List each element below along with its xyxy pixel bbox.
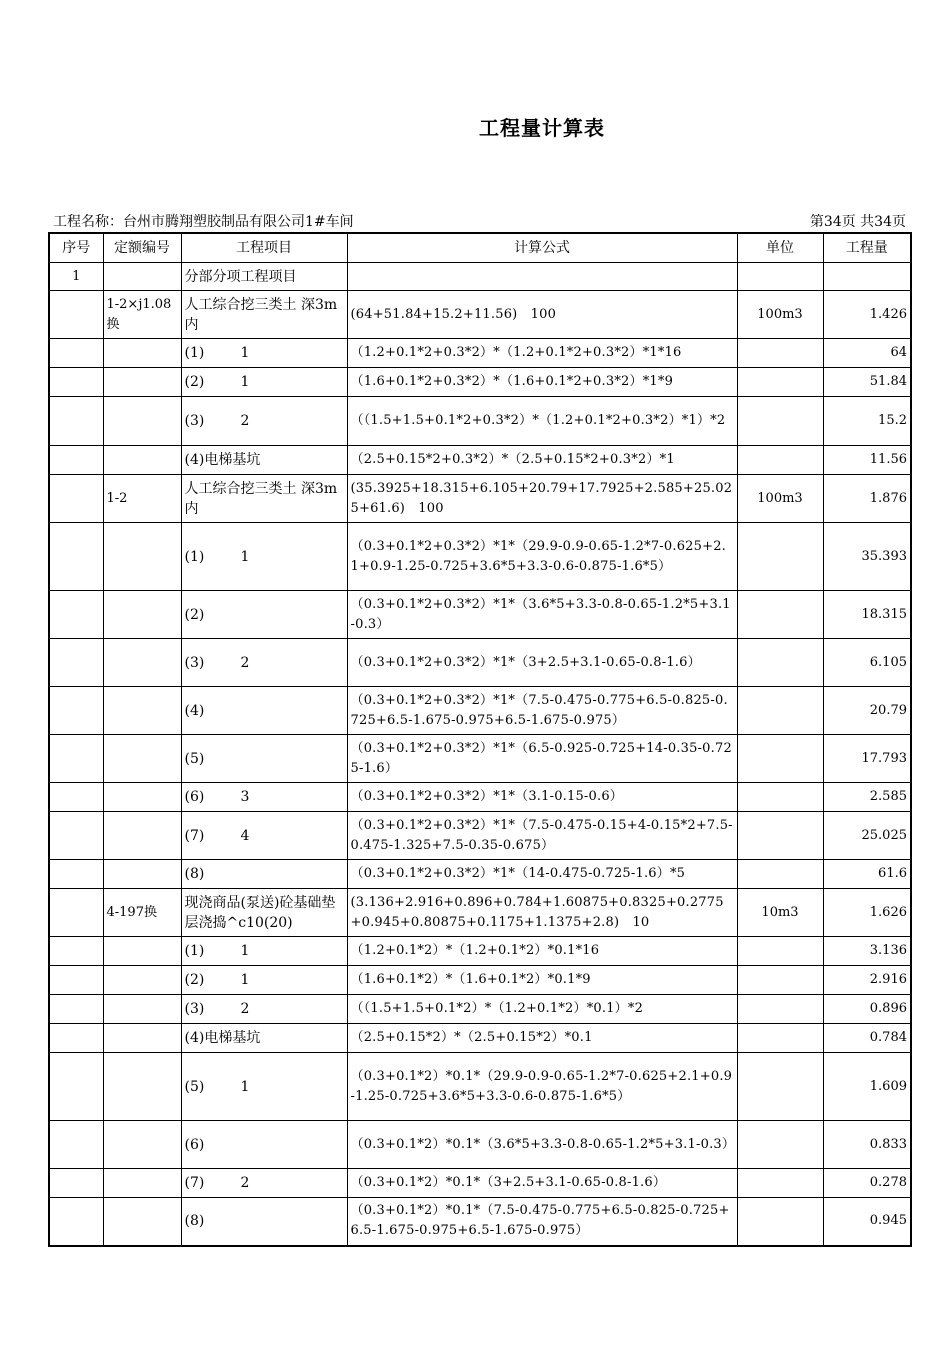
header-qty: 工程量 [823,233,911,263]
cell-code [103,735,181,783]
cell-formula: （0.3+0.1*2+0.3*2）*1*（3+2.5+3.1-0.65-0.8-1.6） [347,639,737,687]
cell-unit [737,1198,823,1246]
cell-qty: 0.784 [823,1024,911,1053]
cell-item [181,397,347,446]
cell-unit [737,397,823,446]
item-count: 1 [240,1078,250,1095]
item-count: 1 [240,345,250,361]
cell-qty: 3.136 [823,937,911,966]
cell-qty: 18.315 [823,591,911,639]
item-label: (6) [184,789,205,805]
item-label: (7) [184,1175,205,1191]
cell-code [103,995,181,1024]
item-count: 2 [240,1175,250,1191]
cell-formula: （2.5+0.15*2）*（2.5+0.15*2）*0.1 [347,1024,737,1053]
item-label: (8) [184,1213,205,1230]
item-count: 1 [240,548,250,565]
cell-item [181,1024,347,1053]
cell-code [103,860,181,889]
item-count: 3 [240,789,250,805]
cell-formula: （0.3+0.1*2+0.3*2）*1*（29.9-0.9-0.65-1.2*7-0.625+2.1+0.9-1.25-0.725+3.6*5+3.3-0.6-0.875-1.6*5） [347,523,737,591]
cell-unit [737,1053,823,1121]
cell-item [181,475,347,523]
cell-code [103,812,181,860]
cell-code [103,397,181,446]
cell-qty: 1.626 [823,889,911,937]
cell-idx [49,783,103,812]
cell-formula: （0.3+0.1*2）*0.1*（3+2.5+3.1-0.65-0.8-1.6） [347,1169,737,1198]
page-info: 第34页 共34页 [809,214,906,230]
table-row [49,1024,911,1053]
table-row [49,1121,911,1169]
cell-qty: 2.585 [823,783,911,812]
cell-code: 1-2×j1.08换 [103,291,181,339]
cell-qty: 0.896 [823,995,911,1024]
cell-unit: 100m3 [737,291,823,339]
item-count: 2 [240,654,250,671]
cell-idx [49,735,103,783]
cell-qty: 51.84 [823,368,911,397]
cell-idx [49,995,103,1024]
cell-unit [737,1024,823,1053]
cell-idx [49,1169,103,1198]
cell-code [103,783,181,812]
cell-formula: （0.3+0.1*2+0.3*2）*1*（3.6*5+3.3-0.8-0.65-1.2*5+3.1-0.3） [347,591,737,639]
cell-code: 1-2 [103,475,181,523]
item-label: (1) [184,548,205,565]
table-row [49,735,911,783]
header-code: 定额编号 [103,233,181,263]
cell-item [181,783,347,812]
cell-qty: 0.833 [823,1121,911,1169]
cell-formula: （0.3+0.1*2+0.3*2）*1*（14-0.475-0.725-1.6）*5 [347,860,737,889]
cell-qty: 17.793 [823,735,911,783]
cell-item [181,1169,347,1198]
cell-code [103,1169,181,1198]
cell-unit [737,339,823,368]
cell-qty: 64 [823,339,911,368]
cell-item [181,523,347,591]
cell-unit [737,1121,823,1169]
cell-idx [49,523,103,591]
item-label: (3) [184,654,205,671]
item-count: 1 [240,972,250,988]
cell-item [181,446,347,475]
cell-code [103,523,181,591]
cell-qty: 1.876 [823,475,911,523]
cell-qty: 1.609 [823,1053,911,1121]
cell-unit [737,687,823,735]
cell-formula: （（1.5+1.5+0.1*2+0.3*2）*（1.2+0.1*2+0.3*2）*1）*2 [347,397,737,446]
cell-qty: 11.56 [823,446,911,475]
table-row [49,995,911,1024]
cell-unit [737,446,823,475]
table-row [49,966,911,995]
item-label: (5) [184,750,205,767]
cell-idx [49,1198,103,1246]
cell-unit [737,368,823,397]
table-row [49,397,911,446]
cell-idx [49,446,103,475]
cell-formula: （0.3+0.1*2）*0.1*（7.5-0.475-0.775+6.5-0.825-0.725+6.5-1.675-0.975+6.5-1.675-0.975） [347,1198,737,1246]
item-label: (4)电梯基坑 [184,1030,261,1046]
cell-qty: 2.916 [823,966,911,995]
table-header-row [49,233,911,263]
cell-qty: 0.278 [823,1169,911,1198]
item-label: (8) [184,866,205,882]
table-row [49,446,911,475]
table-row [49,783,911,812]
project-name: 工程名称：台州市腾翔塑胶制品有限公司1#车间 [53,214,354,230]
item-label: (2) [184,972,205,988]
cell-formula: (3.136+2.916+0.896+0.784+1.60875+0.8325+0.2775+0.945+0.80875+0.1175+1.1375+2.8) 10 [347,889,737,937]
table-row [49,339,911,368]
cell-formula: （0.3+0.1*2+0.3*2）*1*（7.5-0.475-0.775+6.5-0.825-0.725+6.5-1.675-0.975+6.5-1.675-0.975） [347,687,737,735]
item-label: (1) [184,345,205,361]
cell-code [103,966,181,995]
cell-formula: （1.2+0.1*2+0.3*2）*（1.2+0.1*2+0.3*2）*1*16 [347,339,737,368]
cell-unit [737,263,823,291]
table-row [49,1198,911,1246]
item-label: (7) [184,827,205,844]
cell-code [103,591,181,639]
item-label: (4)电梯基坑 [184,452,261,468]
item-label: (1) [184,943,205,959]
cell-item [181,263,347,291]
table-row [49,1169,911,1198]
cell-idx [49,889,103,937]
page-title: 工程量计算表 [479,116,605,140]
item-label: (3) [184,413,205,429]
cell-code [103,1198,181,1246]
cell-code [103,687,181,735]
cell-qty: 0.945 [823,1198,911,1246]
cell-unit [737,995,823,1024]
item-label: 现浇商品(泵送)砼基础垫层浇捣^c10(20) [184,894,336,931]
cell-qty: 20.79 [823,687,911,735]
header-item: 工程项目 [181,233,347,263]
cell-formula: （0.3+0.1*2）*0.1*（3.6*5+3.3-0.8-0.65-1.2*5+3.1-0.3） [347,1121,737,1169]
cell-item [181,639,347,687]
table-row [49,687,911,735]
table-row [49,639,911,687]
table-row [49,937,911,966]
cell-item [181,1198,347,1246]
cell-unit [737,1169,823,1198]
cell-unit [737,966,823,995]
cell-idx [49,1121,103,1169]
cell-idx [49,291,103,339]
cell-idx: 1 [49,263,103,291]
cell-item [181,687,347,735]
cell-idx [49,591,103,639]
cell-idx [49,475,103,523]
item-label: (3) [184,1001,205,1017]
cell-unit [737,591,823,639]
cell-code [103,1053,181,1121]
cell-formula: （0.3+0.1*2+0.3*2）*1*（7.5-0.475-0.15+4-0.15*2+7.5-0.475-1.325+7.5-0.35-0.675） [347,812,737,860]
cell-formula: （（1.5+1.5+0.1*2）*（1.2+0.1*2）*0.1）*2 [347,995,737,1024]
table-row [49,860,911,889]
cell-formula: （1.6+0.1*2）*（1.6+0.1*2）*0.1*9 [347,966,737,995]
cell-qty: 1.426 [823,291,911,339]
table-row [49,1053,911,1121]
cell-item [181,339,347,368]
cell-formula: （0.3+0.1*2+0.3*2）*1*（6.5-0.925-0.725+14-0.35-0.725-1.6） [347,735,737,783]
cell-idx [49,812,103,860]
cell-unit: 100m3 [737,475,823,523]
table-row [49,591,911,639]
cell-formula: （1.6+0.1*2+0.3*2）*（1.6+0.1*2+0.3*2）*1*9 [347,368,737,397]
header-unit: 单位 [737,233,823,263]
cell-idx [49,397,103,446]
cell-formula [347,263,737,291]
cell-formula: （0.3+0.1*2+0.3*2）*1*（3.1-0.15-0.6） [347,783,737,812]
cell-item [181,1053,347,1121]
item-count: 1 [240,374,250,390]
header-idx: 序号 [49,233,103,263]
item-label: (6) [184,1136,205,1153]
item-label: (2) [184,374,205,390]
cell-formula: (64+51.84+15.2+11.56) 100 [347,291,737,339]
cell-unit [737,860,823,889]
header-formula: 计算公式 [347,233,737,263]
table-row [49,368,911,397]
cell-unit [737,639,823,687]
cell-item [181,966,347,995]
item-count: 2 [240,1001,250,1017]
cell-code: 4-197换 [103,889,181,937]
table-row [49,263,911,291]
cell-qty: 61.6 [823,860,911,889]
cell-qty: 15.2 [823,397,911,446]
cell-code [103,339,181,368]
cell-idx [49,639,103,687]
cell-item [181,591,347,639]
cell-item [181,368,347,397]
cell-unit [737,735,823,783]
table-row [49,291,911,339]
item-label: 人工综合挖三类土 深3m内 [184,296,338,333]
cell-idx [49,368,103,397]
cell-item [181,291,347,339]
item-count: 4 [240,827,250,844]
cell-idx [49,687,103,735]
table-row [49,523,911,591]
item-label: 分部分项工程项目 [184,268,297,285]
cell-item [181,937,347,966]
cell-unit [737,523,823,591]
item-count: 1 [240,943,250,959]
table-row [49,475,911,523]
cell-code [103,937,181,966]
cell-code [103,263,181,291]
cell-code [103,446,181,475]
cell-idx [49,937,103,966]
cell-formula: （1.2+0.1*2）*（1.2+0.1*2）*0.1*16 [347,937,737,966]
cell-formula: （2.5+0.15*2+0.3*2）*（2.5+0.15*2+0.3*2）*1 [347,446,737,475]
cell-item [181,1121,347,1169]
item-label: (5) [184,1078,205,1095]
cell-idx [49,860,103,889]
cell-qty: 35.393 [823,523,911,591]
cell-idx [49,339,103,368]
item-label: 人工综合挖三类土 深3m内 [184,480,338,517]
cell-formula: （0.3+0.1*2）*0.1*（29.9-0.9-0.65-1.2*7-0.625+2.1+0.9-1.25-0.725+3.6*5+3.3-0.6-0.875-1.6*5） [347,1053,737,1121]
table-row [49,812,911,860]
cell-unit [737,812,823,860]
cell-code [103,639,181,687]
cell-item [181,735,347,783]
cell-qty: 6.105 [823,639,911,687]
cell-idx [49,1053,103,1121]
cell-qty: 25.025 [823,812,911,860]
cell-code [103,368,181,397]
cell-idx [49,1024,103,1053]
cell-unit [737,783,823,812]
cell-idx [49,966,103,995]
cell-item [181,889,347,937]
cell-code [103,1024,181,1053]
cell-item [181,995,347,1024]
quantity-table [48,232,912,1247]
cell-unit [737,937,823,966]
item-label: (4) [184,702,205,719]
item-label: (2) [184,606,205,623]
table-row [49,889,911,937]
cell-code [103,1121,181,1169]
cell-item [181,860,347,889]
cell-qty [823,263,911,291]
cell-formula: (35.3925+18.315+6.105+20.79+17.7925+2.585+25.025+61.6) 100 [347,475,737,523]
cell-item [181,812,347,860]
cell-unit: 10m3 [737,889,823,937]
item-count: 2 [240,413,250,429]
